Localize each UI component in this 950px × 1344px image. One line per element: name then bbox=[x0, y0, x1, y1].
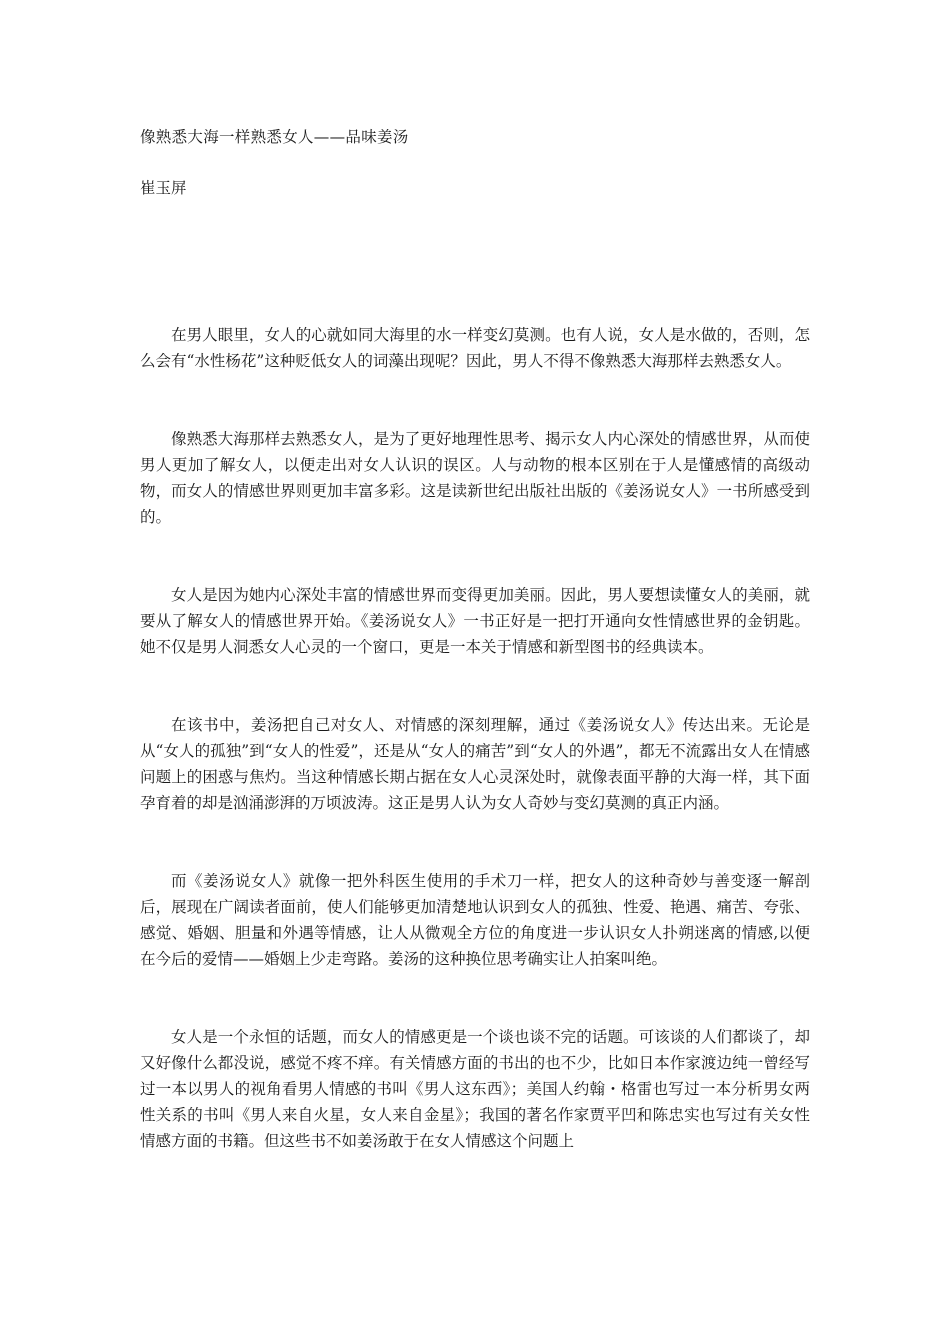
paragraph-6: 女人是一个永恒的话题，而女人的情感更是一个谈也谈不完的话题。可该谈的人们都谈了，却又好像什么都没说，感觉不疼不痒。有关情感方面的书出的也不少，比如日本作家渡边纯一曾经写过一本以男人的视角看男人情感的书叫《男人这东西》；美国人约翰・格雷也写过一本分析男女两性关系的书叫《男人来自火星，女人来自金星》；我国的著名作家贾平凹和陈忠实也写过有关女性情感方面的书籍。但这些书不如姜汤敢于在女人情感这个问题上 bbox=[140, 1028, 810, 1150]
paragraph-5: 而《姜汤说女人》就像一把外科医生使用的手术刀一样，把女人的这种奇妙与善变逐一解剖后，展现在广阔读者面前，使人们能够更加清楚地认识到女人的孤独、性爱、艳遇、痛苦、夸张、感觉、婚姻、胆量和外遇等情感，让人从微观全方位的角度进一步认识女人扑朔迷离的情感,以便在今后的爱情——婚姻上少走弯路。姜汤的这种换位思考确实让人拍案叫绝。 bbox=[140, 872, 810, 968]
paragraph-2: 像熟悉大海那样去熟悉女人，是为了更好地理性思考、揭示女人内心深处的情感世界，从而使男人更加了解女人，以便走出对女人认识的误区。人与动物的根本区别在于人是懂感情的高级动物，而女人的情感世界则更加丰富多彩。这是读新世纪出版社出版的《姜汤说女人》一书所感受到的。 bbox=[140, 430, 810, 526]
document-title: 像熟悉大海一样熟悉女人——品味姜汤 bbox=[140, 128, 409, 146]
paragraph-3: 女人是因为她内心深处丰富的情感世界而变得更加美丽。因此，男人要想读懂女人的美丽，就要从了解女人的情感世界开始。《姜汤说女人》一书正好是一把打开通向女性情感世界的金钥匙。她不仅是男人洞悉女人心灵的一个窗口，更是一本关于情感和新型图书的经典读本。 bbox=[140, 586, 810, 656]
article-body bbox=[140, 322, 810, 1206]
paragraph-4: 在该书中，姜汤把自己对女人、对情感的深刻理解，通过《姜汤说女人》传达出来。无论是从“女人的孤独”到“女人的性爱”，还是从“女人的痛苦”到“女人的外遇”，都无不流露出女人在情感问题上的困惑与焦灼。当这种情感长期占据在女人心灵深处时，就像表面平静的大海一样，其下面孕育着的却是汹涌澎湃的万顷波涛。这正是男人认为女人奇妙与变幻莫测的真正内涵。 bbox=[140, 716, 810, 812]
paragraph-1: 在男人眼里，女人的心就如同大海里的水一样变幻莫测。也有人说，女人是水做的，否则，怎么会有“水性杨花”这种贬低女人的词藻出现呢？因此，男人不得不像熟悉大海那样去熟悉女人。 bbox=[140, 326, 810, 370]
author-name: 崔玉屏 bbox=[140, 179, 187, 197]
